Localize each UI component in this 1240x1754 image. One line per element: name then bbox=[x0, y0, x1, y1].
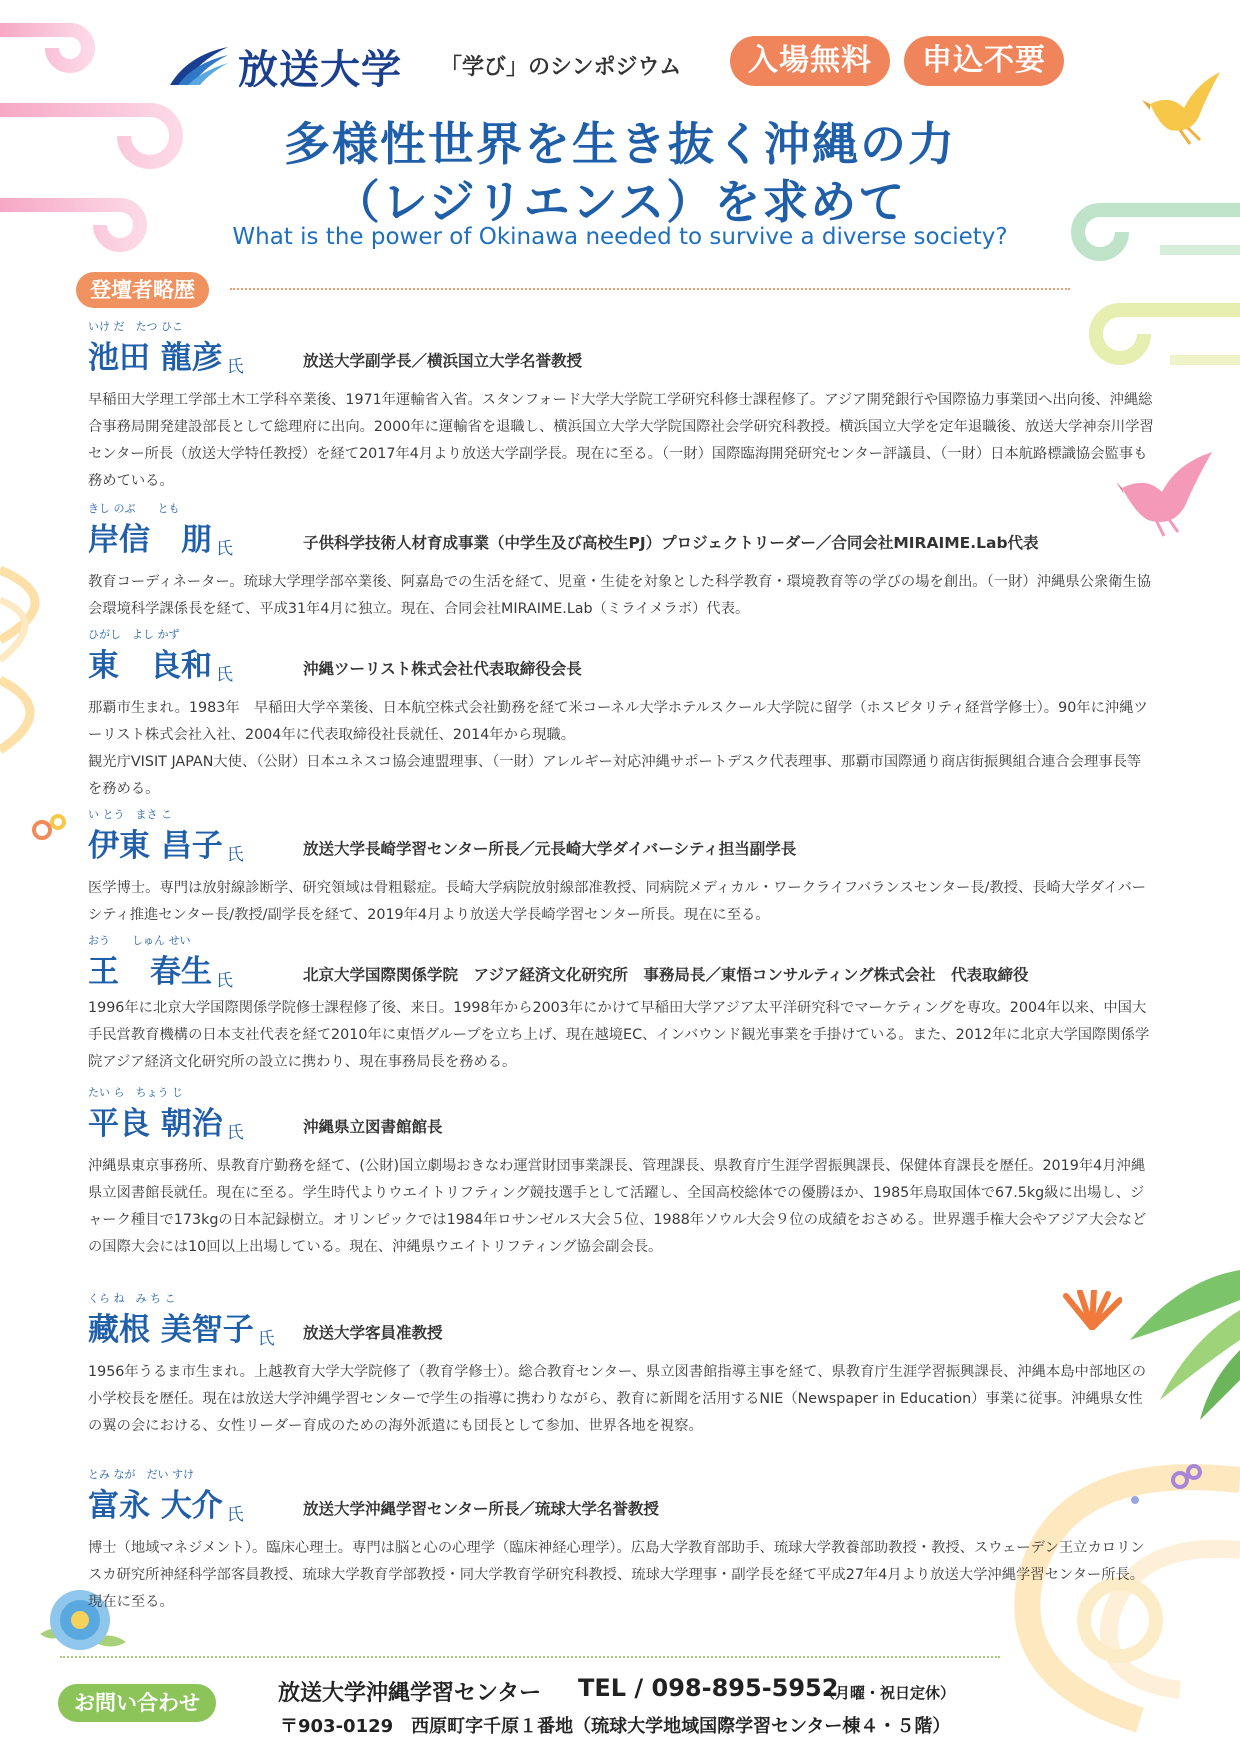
speaker-honorific: 氏 bbox=[226, 845, 244, 865]
speaker-role: 子供科学技術人材育成事業（中学生及び高校生PJ）プロジェクトリーダー／合同会社MIRAIME.Lab代表 bbox=[303, 534, 1039, 552]
speaker-role: 放送大学長崎学習センター所長／元長崎大学ダイバーシティ担当副学長 bbox=[303, 840, 797, 858]
speaker-name-reading: ひがし よし かず bbox=[88, 628, 180, 641]
speaker-bio: 1996年に北京大学国際関係学院修士課程修了後、来日。1998年から2003年にかけて早稲田大学アジア太平洋研究科でマーケティングを専攻。2004年以来、中国大手民営教育機構の日本支社代表を経て2010年に東悟グループを立ち上げ、現在越境EC、インバウンド観光事業を手掛けている。また、2012年に北京大学国際関係学院アジア経済文化研究所の設立に携わり、現在事務局長を務める。 bbox=[88, 1000, 1150, 1070]
speaker-name-reading: きし のぶ とも bbox=[88, 502, 180, 515]
university-logo bbox=[168, 38, 402, 95]
logo-text: 放送大学 bbox=[238, 47, 402, 93]
speaker-bio: 医学博士。専門は放射線診断学、研究領域は骨粗鬆症。長崎大学病院放射線部准教授、同病院メディカル・ワークライフバランスセンター長/教授、長崎大学ダイバーシティ推進センター長/教授/副学長を経て、2019年4月より放送大学長崎学習センター所長。現在に至る。 bbox=[88, 880, 1147, 923]
page-subtitle-english: What is the power of Okinawa needed to survive a diverse society? bbox=[232, 224, 1008, 250]
symposium-tagline: 「学び」のシンポジウム bbox=[440, 55, 682, 80]
speaker-name: 東 良和 bbox=[88, 648, 212, 684]
speaker-honorific: 氏 bbox=[226, 1505, 244, 1525]
page-title-line2: （レジリエンス）を求めて bbox=[333, 175, 907, 229]
speaker-entry bbox=[88, 318, 1154, 495]
speaker-name: 伊東 昌子 bbox=[88, 828, 223, 864]
speaker-honorific: 氏 bbox=[257, 1329, 275, 1349]
speaker-bio: 沖縄県東京事務所、県教育庁勤務を経て、(公財)国立劇場おきなわ運営財団事業課長、管理課長、県教育庁生涯学習振興課長、保健体育課長を歴任。2019年4月沖縄県立図書館長就任。現在に至る。学生時代よりウエイトリフティング競技選手として活躍し、全国高校総体での優勝ほか、1985年鳥取国体で67.5kg級に出場し、ジャーク種目で173kgの日本記録樹立。オリンピックでは1984年ロサンゼルス大会５位、1988年ソウル大会９位の成績をおさめる。世界選手権大会やアジア大会などの国際大会には10回以上出場している。現在、沖縄県ウエイトリフティング協会副会長。 bbox=[88, 1158, 1147, 1255]
rings-icon-left bbox=[30, 812, 70, 842]
speaker-entry bbox=[88, 626, 1154, 803]
speaker-name-reading: おう しゅん せい bbox=[88, 934, 191, 947]
contact-phone-note: （月曜・祝日定休） bbox=[820, 1684, 956, 1702]
speaker-name: 王 春生 bbox=[88, 954, 212, 990]
speaker-bio: 1956年うるま市生まれ。上越教育大学大学院修了（教育学修士）。総合教育センター、県立図書館指導主事を経て、県教育庁生涯学習振興課長、沖縄本島中部地区の小学校長を歴任。現在は放送大学沖縄学習センターで学生の指導に携わりながら、教育に新聞を活用するNIE（Newspaper in Education）事業に従事。沖縄県女性の翼の会における、女性リーダー育成のための海外派遣にも団長として参加、世界各地を視察。 bbox=[88, 1364, 1147, 1434]
speaker-role: 沖縄県立図書館館長 bbox=[303, 1118, 443, 1136]
speaker-entry bbox=[88, 1084, 1154, 1261]
speaker-name: 池田 龍彦 bbox=[88, 340, 223, 376]
speaker-entry bbox=[88, 500, 1154, 623]
speaker-name: 平良 朝治 bbox=[88, 1106, 223, 1142]
footer-divider bbox=[60, 1656, 1000, 1658]
speaker-honorific: 氏 bbox=[216, 971, 233, 991]
speaker-entry bbox=[88, 1290, 1154, 1440]
speaker-bio: 早稲田大学理工学部土木工学科卒業後、1971年運輸省入省。スタンフォード大学大学院工学研究科修士課程修了。アジア開発銀行や国際協力事業団へ出向後、沖縄総合事務局開発建設部長として総理府に出向。2000年に運輸省を退職し、横浜国立大学大学院国際社会学研究科教授。横浜国立大学を定年退職後、放送大学神奈川学習センター所長（放送大学特任教授）を経て2017年4月より放送大学副学長。現在に至る。（一財）国際臨海開発研究センター評議員、（一財）日本航路標識協会監事も務めている。 bbox=[88, 392, 1154, 489]
speaker-bio: 那覇市生まれ。1983年 早稲田大学卒業後、日本航空株式会社勤務を経て米コーネル大学ホテルスクール大学院に留学（ホスピタリティ経営学修士）。90年に沖縄ツーリスト株式会社入社、2004年に代表取締役社長就任、2014年から現職。 観光庁VISIT JAPAN大使、（公財）日本ユネスコ協会連盟理事、（一財）アレルギー対応沖縄サポートデスク代表理事、那覇市国際通り商店街振興組合連合会理事長等を務める。 bbox=[88, 700, 1148, 797]
speaker-honorific: 氏 bbox=[216, 665, 233, 685]
speaker-honorific: 氏 bbox=[216, 539, 233, 559]
free-admission-badge: 入場無料 bbox=[730, 36, 890, 86]
contact-address: 〒903-0129 西原町字千原１番地（琉球大学地域国際学習センター棟４・５階） bbox=[280, 1716, 951, 1737]
speaker-entry bbox=[88, 1466, 1154, 1616]
contact-phone[interactable]: TEL / 098-895-5952 bbox=[578, 1674, 839, 1702]
logo-wave-icon bbox=[168, 45, 230, 89]
speaker-bio: 博士（地域マネジメント）。臨床心理士。専門は脳と心の心理学（臨床神経心理学）。広島大学教育部助手、琉球大学教養部助教授・教授、スウェーデン王立カロリンスカ研究所神経科学部客員教授、琉球大学教育学部教授・同大学教育学研究科教授、琉球大学理事・副学長を経て平成27年4月より放送大学沖縄学習センター所長。現在に至る。 bbox=[88, 1540, 1145, 1610]
speaker-role: 放送大学沖縄学習センター所長／琉球大学名誉教授 bbox=[303, 1500, 659, 1518]
speaker-name: 岸信 朋 bbox=[88, 522, 212, 558]
speaker-role: 放送大学客員准教授 bbox=[303, 1324, 443, 1342]
speaker-name-reading: とみ なが だい すけ bbox=[88, 1468, 194, 1481]
speaker-role: 放送大学副学長／横浜国立大学名誉教授 bbox=[303, 352, 583, 370]
page-title-line1: 多様性世界を生き抜く沖縄の力 bbox=[284, 117, 956, 171]
speaker-name: 藏根 美智子 bbox=[88, 1312, 254, 1348]
decorative-waves-left bbox=[0, 560, 80, 760]
speaker-entry bbox=[88, 932, 1154, 1076]
speaker-name-reading: たい ら ちょう じ bbox=[88, 1086, 183, 1099]
speaker-role: 沖縄ツーリスト株式会社代表取締役会長 bbox=[303, 660, 582, 678]
speaker-entry bbox=[88, 806, 1154, 929]
speaker-name-reading: い とう まさ こ bbox=[88, 808, 172, 821]
no-registration-badge: 申込不要 bbox=[904, 36, 1064, 86]
speaker-profiles-label: 登壇者略歴 bbox=[76, 272, 209, 308]
speaker-honorific: 氏 bbox=[226, 357, 244, 377]
speaker-name-reading: くら ね み ち こ bbox=[88, 1292, 176, 1305]
rings-icon-right bbox=[1168, 1462, 1208, 1492]
speaker-name: 富永 大介 bbox=[88, 1488, 223, 1524]
contact-center-name: 放送大学沖縄学習センター bbox=[278, 1681, 542, 1706]
speaker-bio: 教育コーディネーター。琉球大学理学部卒業後、阿嘉島での生活を経て、児童・生徒を対象とした科学教育・環境教育等の学びの場を創出。（一財）沖縄県公衆衛生協会環境科学課係長を経て、平成31年4月に独立。現在、合同会社MIRAIME.Lab（ミライメラボ）代表。 bbox=[88, 574, 1152, 617]
speaker-role: 北京大学国際関係学院 アジア経済文化研究所 事務局長／東悟コンサルティング株式会社 代表取締役 bbox=[303, 966, 1029, 984]
speaker-honorific: 氏 bbox=[226, 1123, 244, 1143]
section-divider bbox=[230, 288, 1070, 290]
speaker-name-reading: いけ だ たつ ひこ bbox=[88, 320, 183, 333]
contact-label: お問い合わせ bbox=[58, 1684, 216, 1722]
